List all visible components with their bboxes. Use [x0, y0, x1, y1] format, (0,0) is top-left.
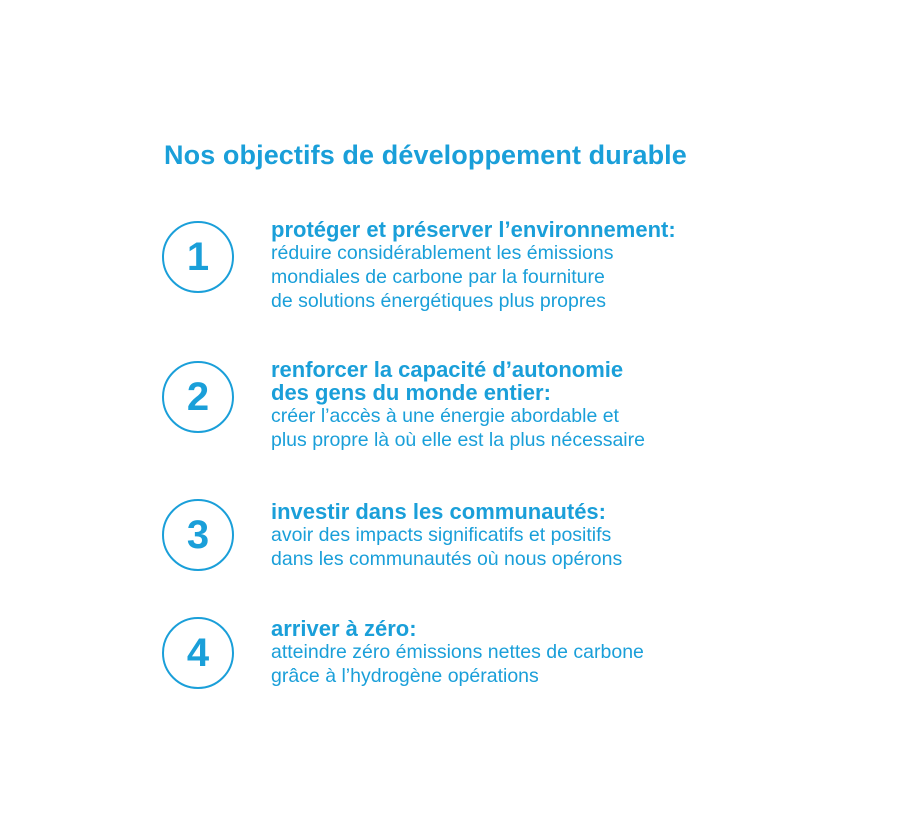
goal-description-line: de solutions énergétiques plus propres	[271, 290, 606, 312]
goal-description-line: créer l’accès à une énergie abordable et	[271, 405, 619, 427]
goal-description-line: atteindre zéro émissions nettes de carbone	[271, 641, 644, 663]
goal-number-circle	[162, 361, 234, 433]
goal-number-circle	[162, 617, 234, 689]
goal-description-line: mondiales de carbone par la fourniture	[271, 266, 605, 288]
goal-description-line: avoir des impacts significatifs et positifs	[271, 524, 612, 546]
goal-number: 2	[186, 375, 210, 419]
goal-number-circle	[162, 221, 234, 293]
goal-heading: des gens du monde entier:	[271, 380, 551, 405]
goal-heading: renforcer la capacité d’autonomie	[271, 357, 624, 382]
goal-number: 1	[186, 235, 210, 279]
goal-number-circle	[162, 499, 234, 571]
goal-description-line: réduire considérablement les émissions	[271, 242, 614, 264]
goal-heading: investir dans les communautés:	[271, 499, 606, 524]
goal-number: 3	[186, 513, 210, 557]
goal-text	[271, 218, 751, 313]
goal-description-line: grâce à l’hydrogène opérations	[271, 665, 539, 687]
goal-description-line: plus propre là où elle est la plus nécessaire	[271, 429, 645, 451]
goal-text	[271, 500, 751, 571]
goal-text	[271, 358, 751, 452]
goal-number: 4	[186, 631, 210, 675]
goal-description-line: dans les communautés où nous opérons	[271, 548, 623, 570]
page-title: Nos objectifs de développement durable	[164, 140, 687, 170]
goal-heading: protéger et préserver l’environnement:	[271, 217, 676, 242]
goal-text	[271, 617, 751, 688]
goal-heading: arriver à zéro:	[271, 616, 417, 641]
